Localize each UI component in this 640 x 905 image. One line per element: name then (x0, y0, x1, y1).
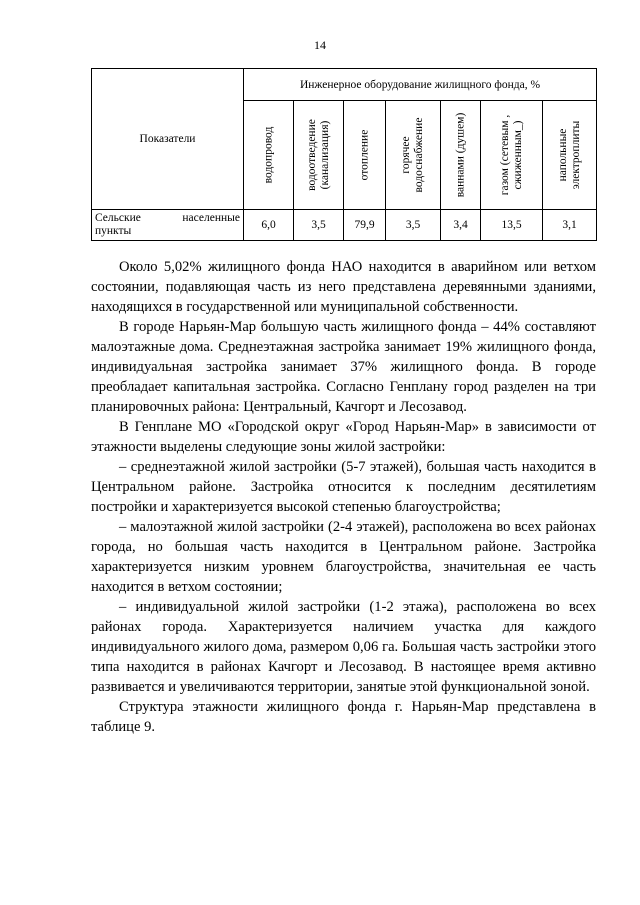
paragraph: – индивидуальной жилой застройки (1-2 этажа), расположена во всех районах города. Характеризуется наличием участка для каждого индивидуального жилого дома, размером 0,06 га. Большая часть застройки этого типа находится в районах Качгорт и Лесозавод. В настоящее время активно развивается и увеличиваются территории, занятые этой функциональной зоной. (91, 599, 596, 695)
body-text (91, 257, 596, 737)
paragraph: – среднеэтажной жилой застройки (5-7 этажей), большая часть находится в Центральном районе. Застройка относится к последним десятилетиям постройки и характеризуется высокой степенью благоустройства; (91, 459, 596, 515)
table-cell: 6,0 (244, 210, 294, 241)
paragraph: В Генплане МО «Городской округ «Город Нарьян-Мар» в зависимости от этажности выделены следующие зоны жилой застройки: (91, 419, 596, 455)
column-header: ваннами (душем) (441, 101, 481, 210)
paragraph: Структура этажности жилищного фонда г. Нарьян-Мар представлена в таблице 9. (91, 699, 596, 735)
table-cell: 3,5 (386, 210, 441, 241)
paragraph: – малоэтажной жилой застройки (2-4 этажей), расположена во всех районах города, но большая часть находится в Центральном районе. Застройка характеризуется низким уровнем благоустройства, значительная ее часть находится в ветхом состоянии; (91, 519, 596, 595)
column-header: газом (сетевым , сжиженным_) (481, 101, 543, 210)
table-row (92, 210, 597, 241)
column-header: горячее водоснабжение (386, 101, 441, 210)
paragraph: Около 5,02% жилищного фонда НАО находится в аварийном или ветхом состоянии, подавляющая часть из него представлена деревянными зданиями, находящихся в государственной или муниципальной собственности. (91, 259, 596, 315)
column-header: напольные электроплиты (543, 101, 597, 210)
column-header: водопровод (244, 101, 294, 210)
indicators-header: Показатели (92, 69, 244, 210)
table-cell: 3,5 (294, 210, 344, 241)
table-cell: 79,9 (344, 210, 386, 241)
table-cell: 3,1 (543, 210, 597, 241)
engineering-equipment-table (91, 68, 597, 241)
table-cell: 13,5 (481, 210, 543, 241)
page-number: 14 (314, 38, 326, 52)
row-label: Сельские населенные пункты (92, 210, 244, 241)
table-cell: 3,4 (441, 210, 481, 241)
column-header: отопление (344, 101, 386, 210)
table-title: Инженерное оборудование жилищного фонда, % (244, 69, 597, 101)
column-header: водоотведение (канализация) (294, 101, 344, 210)
paragraph: В городе Нарьян-Мар большую часть жилищного фонда – 44% составляют малоэтажные дома. Среднеэтажная застройка занимает 19% жилищного фонда, индивидуальная застройка занимает 37% жилищного фонда. В городе преобладает капитальная застройка. Согласно Генплану город разделен на три планировочных района: Центральный, Качгорт и Лесозавод. (91, 319, 596, 415)
